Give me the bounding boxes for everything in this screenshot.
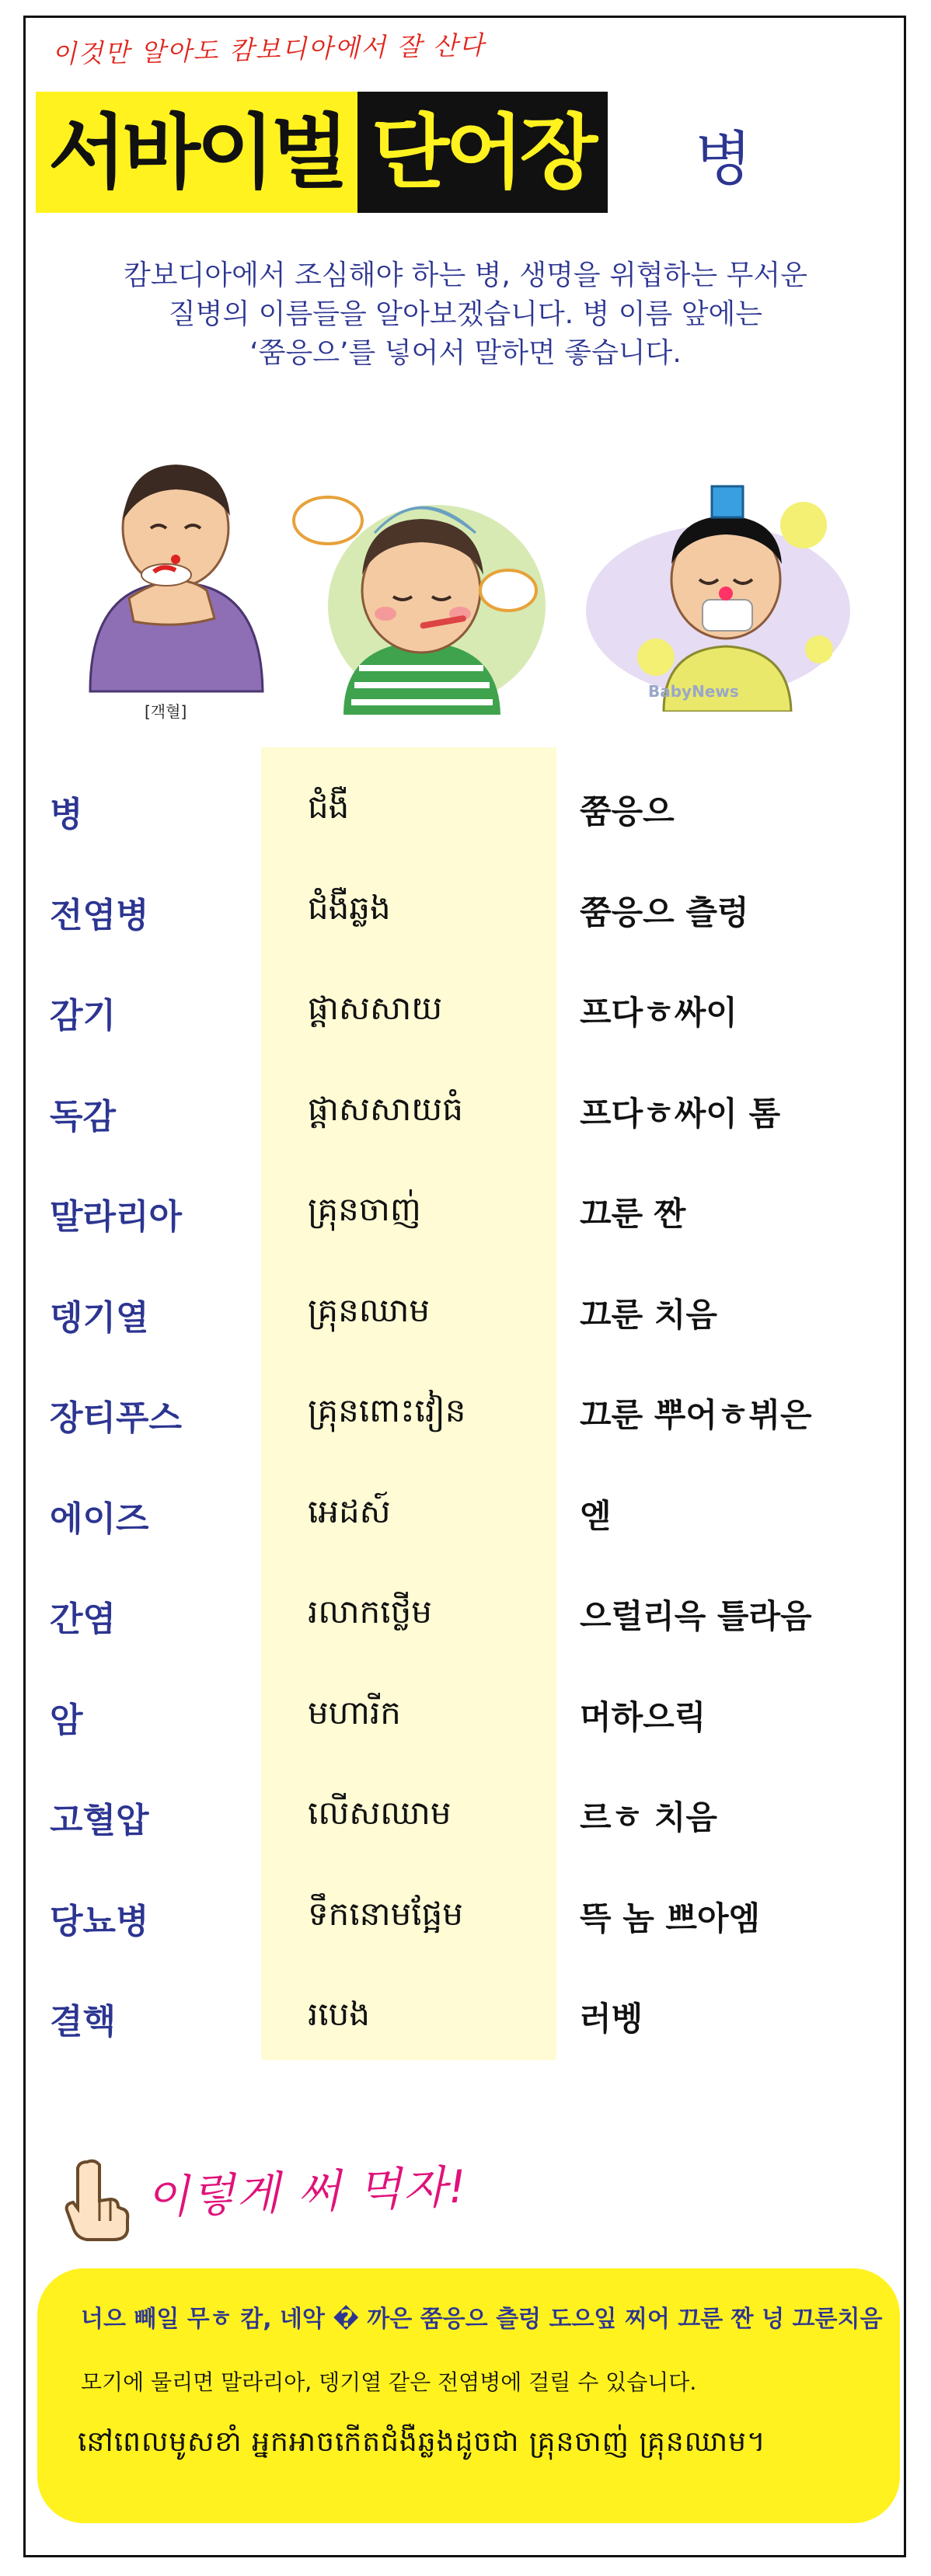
vocab-pronunciation: 끄룬 짠 — [580, 1195, 686, 1233]
vocab-pronunciation: 끄룬 뿌어ㅎ뷔은 — [580, 1396, 812, 1434]
vocab-korean: 감기 — [50, 996, 117, 1036]
vocab-korean: 간염 — [50, 1600, 117, 1639]
intro-line-3: ‘쭘응으’를 넣어서 말하면 좋습니다. — [249, 337, 682, 369]
logo-part-vocab: 단어장 — [357, 92, 608, 213]
vocab-khmer: គ្រុនពោះវៀន — [308, 1391, 466, 1429]
vocab-khmer: ទឹកនោមផ្អែម — [308, 1895, 463, 1933]
vocab-row — [28, 1993, 901, 2040]
vocab-row — [28, 786, 901, 833]
vocab-khmer: គ្រុនចាញ់ — [308, 1190, 421, 1228]
vocab-khmer: ជំងឺ — [308, 788, 350, 826]
vocab-pronunciation: 프다ㅎ싸이 — [580, 994, 737, 1032]
vocab-row — [28, 987, 901, 1034]
pointing-hand-icon — [56, 2156, 134, 2244]
usage-title: 이렇게 써 먹자! — [145, 2160, 469, 2224]
vocab-pronunciation: 프다ㅎ싸이 톰 — [580, 1095, 781, 1133]
vocab-row — [28, 1692, 901, 1739]
vocab-pronunciation: 르ㅎ 치음 — [580, 1798, 717, 1836]
intro-text — [54, 256, 877, 373]
vocab-row — [28, 1088, 901, 1135]
vocab-row — [28, 887, 901, 934]
vocab-korean: 에이즈 — [50, 1499, 149, 1539]
survival-vocab-logo — [36, 92, 608, 213]
topic-title: 병 — [695, 124, 752, 193]
vocab-korean: 암 — [50, 1701, 83, 1740]
illustration-watermark: BabyNews — [648, 682, 739, 701]
vocab-pronunciation: 엗 — [580, 1497, 612, 1535]
vocab-korean: 장티푸스 — [50, 1398, 183, 1438]
vocab-row — [28, 1893, 901, 1940]
vocab-khmer: ជំងឺឆ្លង — [308, 889, 391, 927]
vocab-korean: 고혈압 — [50, 1801, 149, 1840]
vocab-korean: 뎅기열 — [50, 1298, 149, 1338]
illustration-caption: [객혈] — [145, 702, 187, 721]
vocab-korean: 독감 — [50, 1097, 117, 1137]
vocab-row — [28, 1390, 901, 1436]
example-sentence-box — [37, 2268, 900, 2523]
vocab-khmer: ផ្តាសសាយ — [308, 989, 443, 1027]
vocab-korean: 당뇨병 — [50, 1902, 149, 1941]
vocab-pronunciation: 쭘응으 — [580, 792, 675, 830]
vocab-khmer: រលាកថ្លើម — [308, 1593, 432, 1631]
vocab-korean: 전염병 — [50, 896, 149, 935]
vocab-khmer: ផ្តាសសាយធំ — [308, 1090, 463, 1128]
vocab-khmer: មហារីក — [308, 1694, 401, 1732]
vocab-pronunciation: 끄룬 치음 — [580, 1296, 717, 1334]
vocab-pronunciation: 머하으릭 — [580, 1698, 706, 1736]
coughing-man-illustration — [59, 435, 292, 721]
vocab-row — [28, 1189, 901, 1235]
vocab-korean: 병 — [50, 795, 83, 834]
logo-part-survival: 서바이벌 — [36, 92, 357, 213]
vocab-row — [28, 1290, 901, 1336]
vocab-row — [28, 1792, 901, 1839]
example-khmer: នៅពេលមូសខាំ អ្នកអាចកើតជំងឺឆ្លងដូចជា គ្រុនចាញ់ គ្រុនឈាម។ — [78, 2426, 766, 2458]
vocab-pronunciation: 쭘응으 츨렁 — [580, 893, 749, 931]
intro-line-2: 질병의 이름들을 알아보겠습니다. 병 이름 앞에는 — [168, 298, 763, 330]
vocab-khmer: គ្រុនឈាម — [308, 1291, 431, 1329]
example-korean: 모기에 물리면 말라리아, 뎅기열 같은 전염병에 걸릴 수 있습니다. — [81, 2369, 697, 2395]
header-tagline: 이것만 알아도 캄보디아에서 잘 산다 — [51, 30, 486, 69]
example-pronunciation: 너으 빼일 무ㅎ 캄, 네악 � 까은 쭘응으 츨렁 도으잎 찌어 끄룬 짠 넝 끄룬치음 — [81, 2306, 883, 2333]
vocab-khmer: លើសឈាម — [308, 1794, 452, 1832]
vocab-korean: 결핵 — [50, 2002, 117, 2042]
vocab-korean: 말라리아 — [50, 1197, 183, 1237]
intro-line-1: 캄보디아에서 조심해야 하는 병, 생명을 위협하는 무서운 — [124, 259, 807, 291]
vocab-pronunciation: 러벵 — [580, 2000, 643, 2038]
vocab-pronunciation: 으럴리윽 틀라음 — [580, 1597, 812, 1635]
vocab-pronunciation: 뜩 놈 쁘아엠 — [580, 1899, 761, 1937]
flu-boy-illustration — [570, 455, 850, 712]
vocab-row — [28, 1491, 901, 1537]
vocab-khmer: អេដស៍ — [308, 1492, 391, 1530]
vocab-row — [28, 1591, 901, 1638]
vocab-khmer: របេង — [308, 1995, 370, 2033]
sick-boy-illustration — [289, 458, 546, 715]
